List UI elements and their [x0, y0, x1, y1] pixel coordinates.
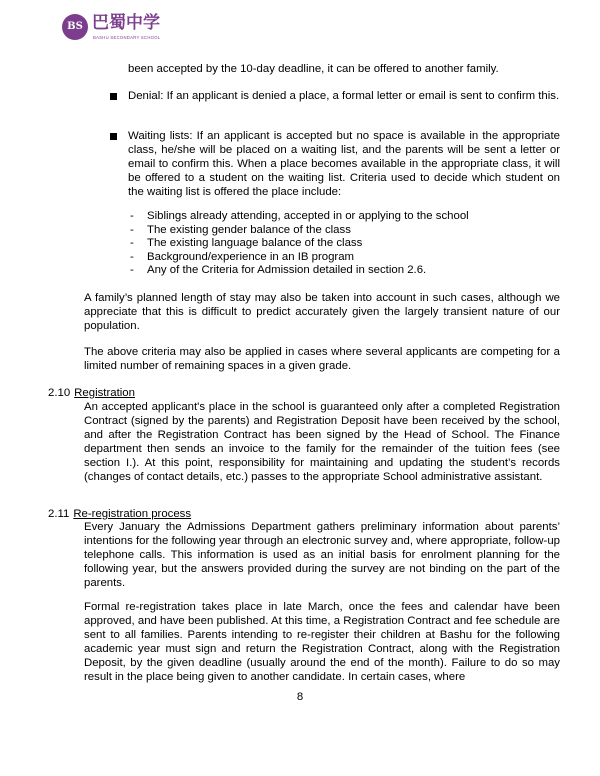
paragraph-re-registration-formal: Formal re-registration takes place in late March, once the fees and calendar have been approved, and have been published. At this time, a Registration Contract and fee schedule are sent to all families. Parents intending to re-register their children at Bashu for the following academic year must sign and return the Registration Contract, along with the Registration Deposit, by the given deadline (usually around the end of the month). Failure to do so may result in the place being given to another candidate. In certain cases, where — [84, 601, 560, 683]
paragraph-re-registration-survey: Every January the Admissions Department gathers preliminary information about parents’ intentions for the following year through an electronic survey and, where appropriate, follow-up telephone calls. This information is used as an initial basis for enrolment planning for the following year, but the answers provided during the survey are not binding on the part of the parents. — [84, 521, 560, 589]
logo-chinese-text: 巴蜀中学 — [92, 13, 160, 33]
section-heading-re-registration — [48, 508, 191, 522]
logo-english-text: BASHU SECONDARY SCHOOL — [93, 35, 161, 40]
list-item: - Any of the Criteria for Admission detailed in section 2.6. — [130, 264, 550, 278]
square-bullet-icon — [110, 133, 117, 140]
section-title: Re-registration process — [73, 508, 192, 520]
bullet-text: Denial: If an applicant is denied a place, a formal letter or email is sent to confirm this. — [128, 90, 560, 102]
school-emblem-icon: BS — [62, 14, 88, 40]
section-heading-registration — [48, 387, 135, 401]
bullet-text: Waiting lists: If an applicant is accepted but no space is available in the appropriate class, he/she will be placed on a waiting list, and the parents will be sent a letter or email to confirm this. When a place becomes available in the appropriate class, it will be offered to a student on the waiting list. Criteria used to decide which student on the waiting list is offered the place include: — [128, 130, 560, 198]
square-bullet-icon — [110, 93, 117, 100]
paragraph-registration: An accepted applicant's place in the school is guaranteed only after a completed Registration Contract (signed by the parents) and Registration Deposit have been received by the school, and after the Registration Contract has been signed by the Head of School. The Finance department then sends an invoice to the family for the remainder of the tuition fees (see section I.). At this point, responsibility for maintaining and updating the student’s records (changes of contact details, etc.) passes to the appropriate School administrative assistant. — [84, 401, 560, 483]
continued-line: been accepted by the 10-day deadline, it can be offered to another family. — [128, 63, 499, 75]
paragraph-length-of-stay: A family’s planned length of stay may also be taken into account in such cases, although we appreciate that this is difficult to predict accurately given the largely transient nature of our population. — [84, 292, 560, 332]
page-number: 8 — [296, 691, 304, 703]
school-logo — [62, 12, 172, 46]
criteria-list — [130, 210, 550, 278]
section-title: Registration — [74, 387, 135, 399]
bullet-waiting-lists — [110, 130, 560, 200]
list-item: - Background/experience in an IB program — [130, 251, 550, 265]
paragraph-criteria-applied: The above criteria may also be applied in cases where several applicants are competing for a limited number of remaining spaces in a given grade. — [84, 346, 560, 372]
list-item: - The existing language balance of the class — [130, 237, 550, 251]
section-number: 2.10 — [48, 387, 71, 399]
list-item: - Siblings already attending, accepted in or applying to the school — [130, 210, 550, 224]
bullet-denial — [110, 90, 560, 104]
section-number: 2.11 — [48, 508, 70, 520]
list-item: - The existing gender balance of the class — [130, 224, 550, 238]
